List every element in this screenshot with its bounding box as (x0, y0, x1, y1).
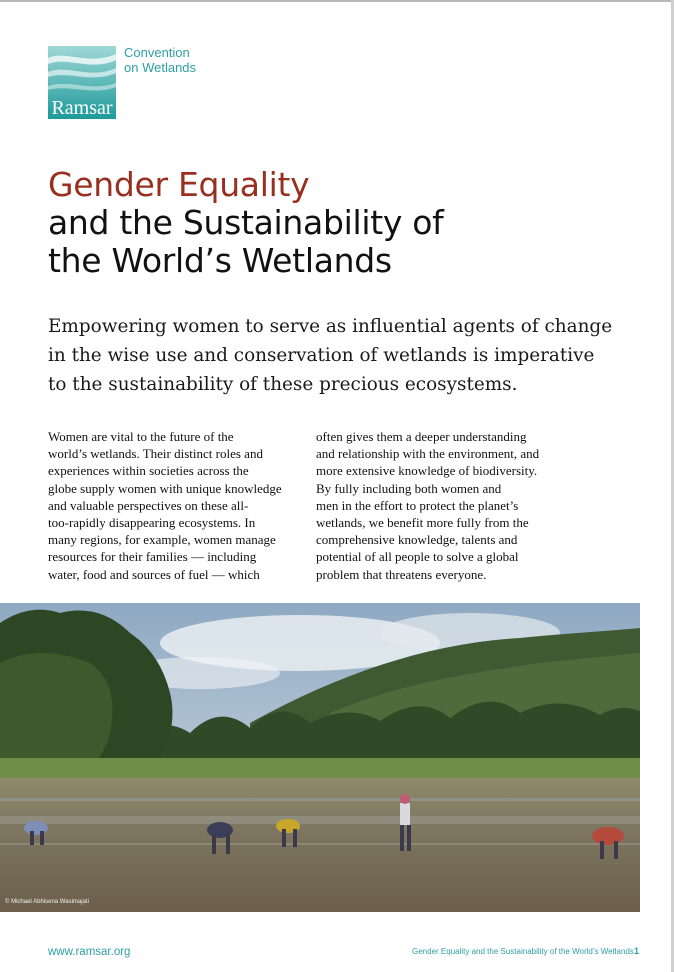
body-line: too-rapidly disappearing ecosystems. In (48, 515, 256, 531)
footer-url-link[interactable]: www.ramsar.org (48, 946, 131, 958)
logo-tagline (124, 45, 196, 75)
ramsar-logo-icon (48, 46, 116, 119)
subtitle (48, 312, 623, 399)
body-line: and valuable perspectives on these all- (48, 497, 249, 513)
logo-wordmark: Ramsar (51, 97, 113, 119)
body-line: resources for their families — including (48, 549, 257, 565)
body-line: world’s wetlands. Their distinct roles and (48, 446, 263, 462)
page-number: 1 (634, 946, 640, 956)
photo-credit: © Michael Abhisena Wasimajati (5, 899, 89, 905)
body-line: more extensive knowledge of biodiversity. (316, 463, 538, 479)
title-line-3: the World’s Wetlands (48, 241, 392, 280)
body-line: By fully including both women and (316, 480, 502, 496)
ramsar-logo (48, 46, 116, 119)
photo-illustration (0, 603, 640, 912)
body-line: and relationship with the environment, and (316, 446, 540, 462)
body-line: globe supply women with unique knowledge (48, 480, 282, 496)
subtitle-line: in the wise use and conservation of wetlands is imperative (48, 345, 595, 366)
body-line: experiences within societies across the (48, 463, 249, 479)
subtitle-line: Empowering women to serve as influential agents of change (48, 316, 613, 337)
logo-tagline-line2: on Wetlands (124, 60, 197, 75)
body-line: men in the effort to protect the planet’s (316, 497, 519, 513)
body-line: potential of all people to solve a global (316, 549, 519, 565)
title-line-1: Gender Equality (48, 165, 310, 204)
body-column-right (316, 428, 581, 583)
body-line: water, food and sources of fuel — which (48, 566, 260, 582)
top-border (0, 0, 674, 2)
title-line-2: and the Sustainability of (48, 203, 444, 242)
body-line: many regions, for example, women manage (48, 532, 276, 548)
subtitle-line: to the sustainability of these precious ecosystems. (48, 374, 518, 395)
logo-tagline-line1: Convention (124, 45, 190, 60)
footer-doc-title: Gender Equality and the Sustainability of the World’s Wetlands (412, 947, 634, 956)
body-line: comprehensive knowledge, talents and (316, 532, 518, 548)
body-line: Women are vital to the future of the (48, 429, 234, 444)
body-line: problem that threatens everyone. (316, 566, 487, 582)
body-line: wetlands, we benefit more fully from the (316, 515, 529, 531)
body-line: often gives them a deeper understanding (316, 429, 527, 444)
rice-field-photo (0, 603, 640, 912)
body-column-left (48, 428, 303, 583)
page-title (48, 166, 443, 280)
